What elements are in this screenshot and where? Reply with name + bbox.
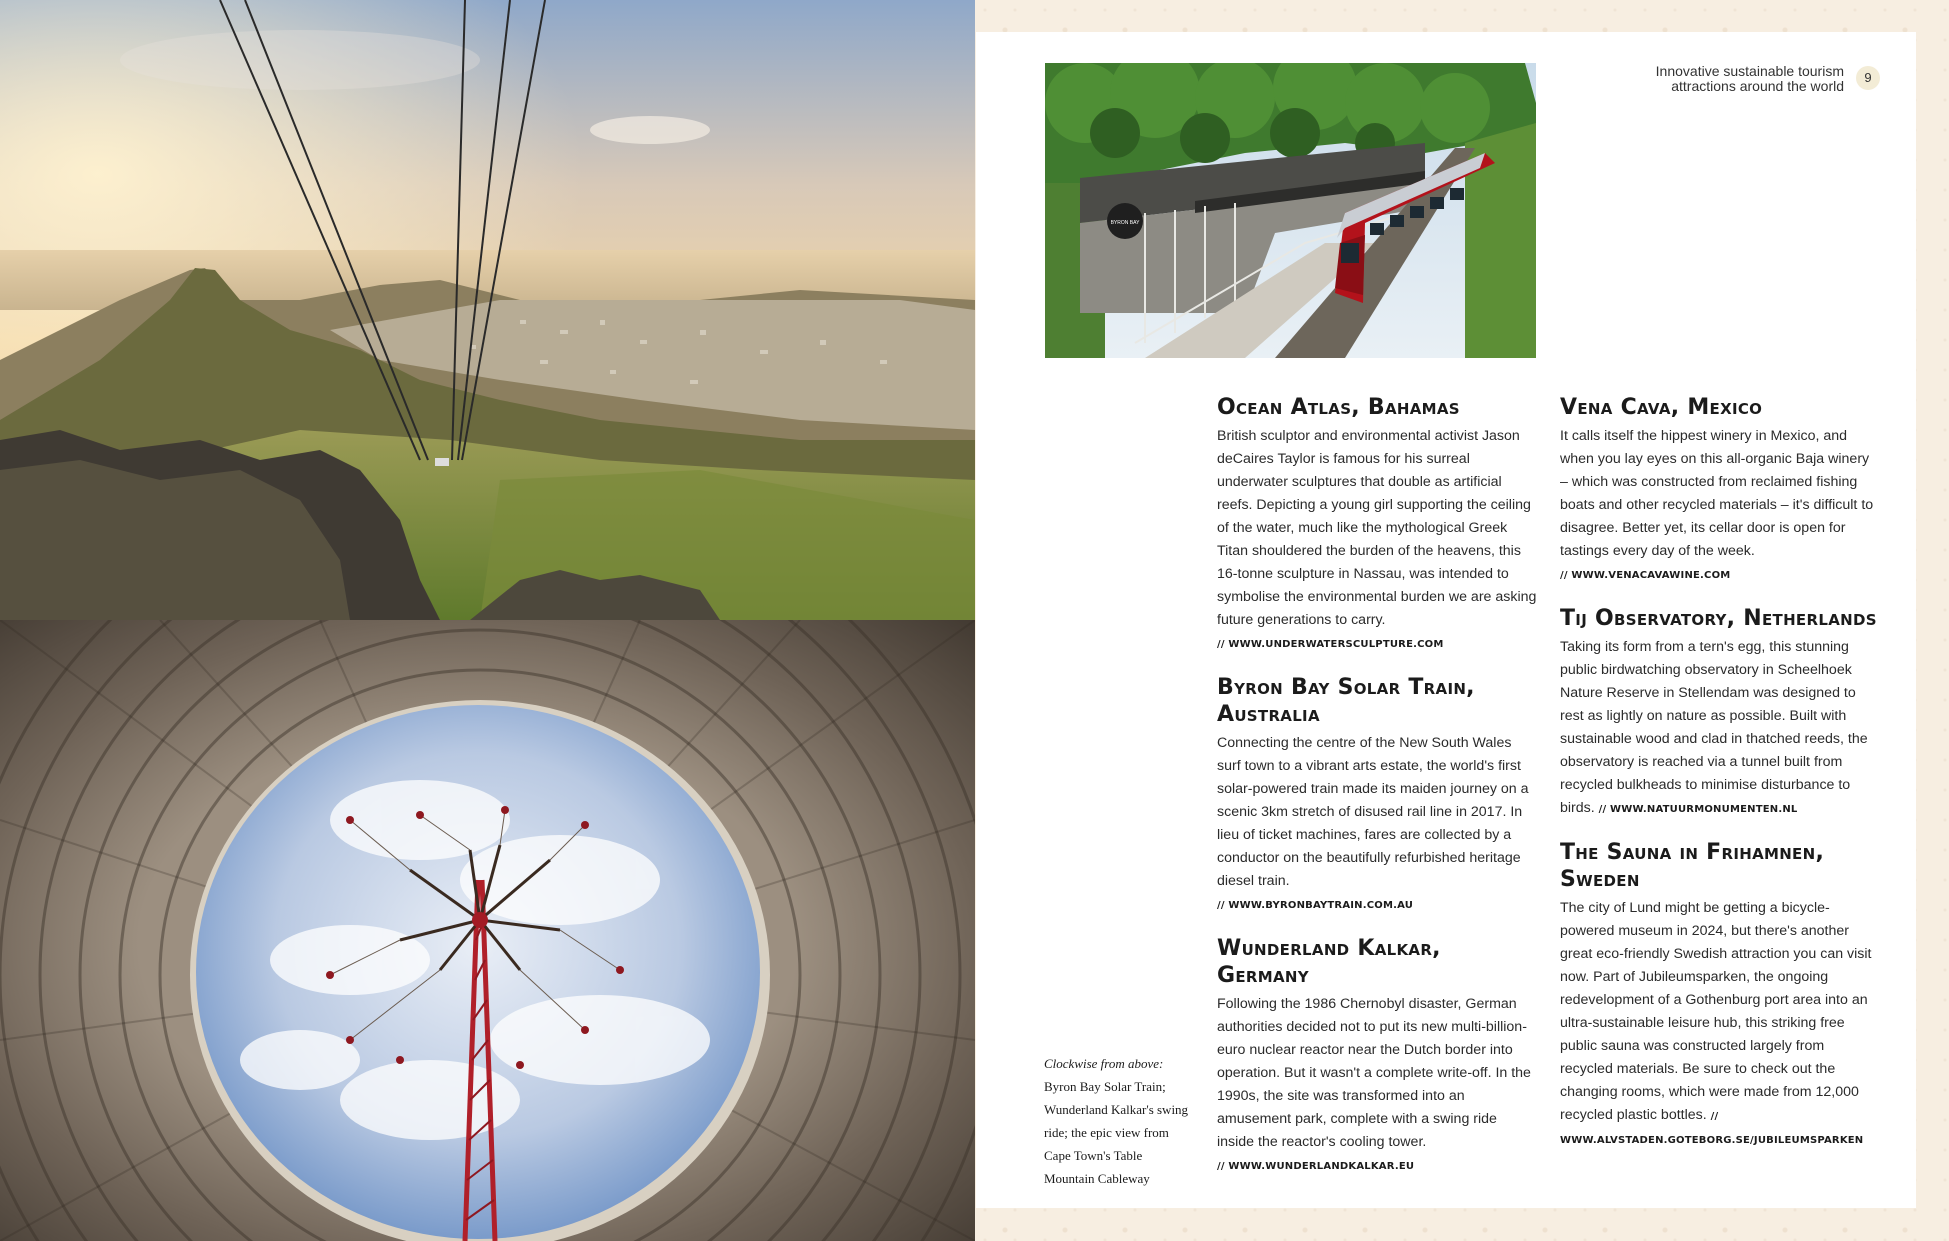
entry-link[interactable]: // WWW.UNDERWATERSCULPTURE.COM <box>1217 639 1444 650</box>
entry-tij-observatory <box>1560 605 1880 821</box>
running-head-line-2: attractions around the world <box>1671 78 1844 94</box>
entry-byron-bay-solar-train <box>1217 674 1537 917</box>
entry-title: Ocean Atlas, Bahamas <box>1217 395 1460 420</box>
text-column-left <box>1217 394 1537 1196</box>
entry-link[interactable]: // WWW.BYRONBAYTRAIN.COM.AU <box>1217 900 1414 911</box>
entry-link[interactable]: // WWW.NATUURMONUMENTEN.NL <box>1598 804 1798 815</box>
entry-body: Taking its form from a tern's egg, this stunning public birdwatching observatory in Scheelhoek Nature Reserve in Stellendam was designed to rest as lightly on nature as possible. Built with sustainable wood and clad in thatched reeds, the observatory is reached via a tunnel built from recycled bulkheads to minimise disturbance to birds. // WWW.NATUURMONUMENTEN.NL <box>1560 639 1868 816</box>
cooling-tower-photo <box>0 620 975 1241</box>
entry-sauna-frihamnen <box>1560 839 1880 1152</box>
entry-body: The city of Lund might be getting a bicycle-powered museum in 2024, but there's another great eco-friendly Swedish attraction you can visit now. Part of Jubileumsparken, the ongoing redevelopment of a Gothenburg port area into an ultra-sustainable leisure hub, this striking free public sauna was constructed largely from recycled materials. Be sure to check out the changing rooms, which were made from 12,000 recycled plastic bottles. // WWW.ALVSTADEN.GOTEBORG.SE/JUBILEUMSPARKEN <box>1560 900 1872 1146</box>
running-head-line-1: Innovative sustainable tourism <box>1655 63 1844 79</box>
entry-title: Vena Cava, Mexico <box>1560 395 1763 420</box>
cableway-photo <box>0 0 975 620</box>
entry-body: British sculptor and environmental activist Jason deCaires Taylor is famous for his surreal underwater sculptures that double as artificial reefs. Depicting a young girl supporting the ceiling of the water, much like the mythological Greek Titan shouldered the burden of the heavens, this 16-tonne sculpture in Nassau, was intended to symbolise the environmental burden we are asking future generations to carry. // WWW.UNDERWATERSCULPTURE.COM <box>1217 428 1537 650</box>
photo-caption <box>1044 1052 1194 1190</box>
entry-ocean-atlas <box>1217 394 1537 656</box>
entry-title: The Sauna in Frihamnen, Sweden <box>1560 840 1825 892</box>
entry-vena-cava <box>1560 394 1880 587</box>
running-head <box>1584 64 1844 94</box>
entry-body: It calls itself the hippest winery in Mexico, and when you lay eyes on this all-organic Baja winery – which was constructed from reclaimed fishing boats and other recycled materials – it's difficult to disagree. Better yet, its cellar door is open for tastings every day of the week. // WWW.VENACAVAWINE.COM <box>1560 428 1874 581</box>
solar-train-photo <box>1045 63 1536 358</box>
entry-title: Tij Observatory, Netherlands <box>1560 606 1877 631</box>
entry-body: Connecting the centre of the New South Wales surf town to a vibrant arts estate, the world's first solar-powered train made its maiden journey on a scenic 3km stretch of disused rail line in 2017. In lieu of ticket machines, fares are collected by a conductor on the beautifully refurbished heritage diesel train. // WWW.BYRONBAYTRAIN.COM.AU <box>1217 735 1529 911</box>
entry-link[interactable]: // WWW.VENACAVAWINE.COM <box>1560 570 1731 581</box>
text-column-right <box>1560 394 1880 1170</box>
entry-wunderland-kalkar <box>1217 935 1537 1178</box>
caption-lead: Clockwise from above: <box>1044 1056 1164 1071</box>
caption-text: Byron Bay Solar Train; Wunderland Kalkar's swing ride; the epic view from Cape Town's Table Mountain Cableway <box>1044 1079 1189 1186</box>
entry-body: Following the 1986 Chernobyl disaster, German authorities decided not to put its new multi-billion-euro nuclear reactor near the Dutch border into operation. But it wasn't a complete write-off. In the 1990s, the site was transformed into an amusement park, complete with a swing ride inside the reactor's cooling tower. // WWW.WUNDERLANDKALKAR.EU <box>1217 996 1531 1172</box>
page-number: 9 <box>1856 66 1880 90</box>
entry-title: Wunderland Kalkar, Germany <box>1217 936 1441 988</box>
entry-title: Byron Bay Solar Train, Australia <box>1217 675 1475 727</box>
entry-link[interactable]: // WWW.ALVSTADEN.GOTEBORG.SE/JUBILEUMSPARKEN <box>1560 1111 1864 1146</box>
train-logo-text: BYRON BAY <box>1110 220 1140 226</box>
entry-link[interactable]: // WWW.WUNDERLANDKALKAR.EU <box>1217 1161 1415 1172</box>
